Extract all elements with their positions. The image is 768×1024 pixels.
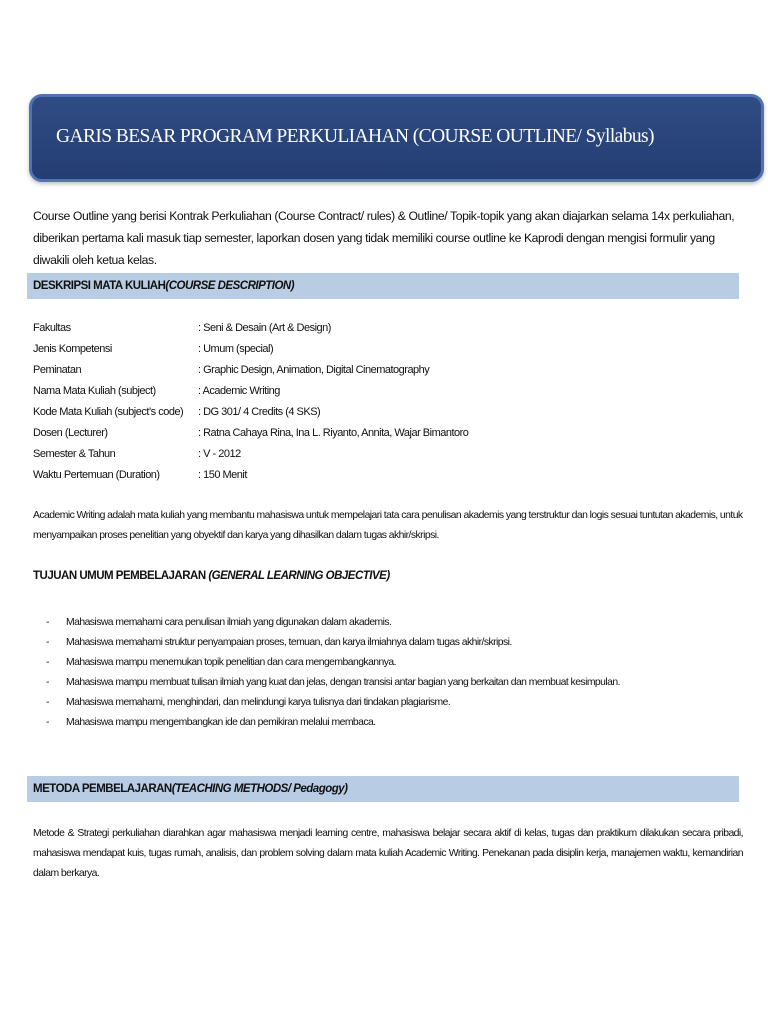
teaching-methods-paragraph: Metode & Strategi perkuliahan diarahkan agar mahasiswa menjadi learning centre, mahasiswa belajar secara aktif di kelas, tugas dan praktikum dilakukan secara pribadi, mahasiswa mendapat kuis, tugas rumah, analisis, dan problem solving dalam mata kuliah Academic Writing. Penekanan pada disiplin kerja, manajemen waktu, kemandirian dalam berkarya. xyxy=(33,828,743,879)
info-row-faculty xyxy=(33,317,468,338)
course-info-table xyxy=(33,317,468,485)
section-heading: TUJUAN UMUM PEMBELAJARAN xyxy=(33,570,209,582)
list-item-text: Mahasiswa memahami, menghindari, dan melindungi karya tulisnya dari tindakan plagiarisme. xyxy=(66,696,451,708)
bullet-marker: - xyxy=(46,636,49,648)
info-value: : 150 Menit xyxy=(198,468,247,481)
teaching-methods-header xyxy=(27,776,739,802)
document-title: GARIS BESAR PROGRAM PERKULIAHAN (COURSE OUTLINE/ Syllabus) xyxy=(56,126,654,147)
list-item xyxy=(46,632,620,652)
title-banner xyxy=(29,94,764,182)
info-row-duration xyxy=(33,464,468,485)
list-item xyxy=(46,612,620,632)
info-row-competency xyxy=(33,338,468,359)
bullet-marker: - xyxy=(46,716,49,728)
list-item-text: Mahasiswa mampu mengembangkan ide dan pemikiran melalui membaca. xyxy=(66,716,376,728)
info-value: : DG 301/ 4 Credits (4 SKS) xyxy=(198,405,321,418)
info-value: : V - 2012 xyxy=(198,447,241,460)
intro-text: Course Outline yang berisi Kontrak Perkuliahan (Course Contract/ rules) & Outline/ Topik-topik yang akan diajarkan selama 14x perkuliahan, diberikan pertama kali masuk tiap semester, laporkan dosen yang tidak memiliki course outline ke Kaprodi dengan mengisi formulir yang diwakili oleh ketua kelas. xyxy=(33,209,735,267)
info-row-subject-code xyxy=(33,401,468,422)
info-label: Semester & Tahun xyxy=(33,447,116,460)
section-heading-italic: (COURSE DESCRIPTION) xyxy=(165,280,295,292)
info-label: Nama Mata Kuliah (subject) xyxy=(33,384,156,397)
course-description-paragraph: Academic Writing adalah mata kuliah yang membantu mahasiswa untuk mempelajari tata cara penulisan akademis yang terstruktur dan logis sesuai tuntutan akademis, untuk menyampaikan proses penelitian yang obyektif dan karya yang dihasilkan dalam tugas akhir/skripsi. xyxy=(33,510,743,541)
list-item xyxy=(46,672,620,692)
info-value: : Seni & Desain (Art & Design) xyxy=(198,321,331,334)
info-row-lecturer xyxy=(33,422,468,443)
info-label: Dosen (Lecturer) xyxy=(33,426,108,439)
info-label: Peminatan xyxy=(33,363,82,376)
info-value: : Umum (special) xyxy=(198,342,274,355)
bullet-marker: - xyxy=(46,696,49,708)
info-value: : Graphic Design, Animation, Digital Cinematography xyxy=(198,363,430,376)
section-heading: METODA PEMBELAJARAN xyxy=(33,783,172,795)
info-value: : Ratna Cahaya Rina, Ina L. Riyanto, Annita, Wajar Bimantoro xyxy=(198,426,469,439)
info-value: : Academic Writing xyxy=(198,384,280,397)
learning-objective-heading xyxy=(33,570,390,582)
info-row-major xyxy=(33,359,468,380)
bullet-marker: - xyxy=(46,656,49,668)
list-item-text: Mahasiswa mampu menemukan topik penelitian dan cara mengembangkannya. xyxy=(66,656,396,668)
bullet-marker: - xyxy=(46,616,49,628)
list-item xyxy=(46,692,620,712)
info-label: Kode Mata Kuliah (subject’s code) xyxy=(33,405,184,418)
learning-objective-list xyxy=(46,612,620,732)
list-item-text: Mahasiswa mampu membuat tulisan ilmiah yang kuat dan jelas, dengan transisi antar bagian yang berkaitan dan membuat kesimpulan. xyxy=(66,676,620,688)
section-heading-italic: (GENERAL LEARNING OBJECTIVE) xyxy=(208,570,390,582)
course-description-header xyxy=(27,273,739,299)
info-label: Fakultas xyxy=(33,321,71,334)
info-label: Jenis Kompetensi xyxy=(33,342,112,355)
info-row-semester xyxy=(33,443,468,464)
bullet-marker: - xyxy=(46,676,49,688)
section-heading-italic: (TEACHING METHODS/ Pedagogy) xyxy=(171,783,348,795)
list-item-text: Mahasiswa memahami cara penulisan ilmiah yang digunakan dalam akademis. xyxy=(66,616,392,628)
list-item-text: Mahasiswa memahami struktur penyampaian proses, temuan, dan karya ilmiahnya dalam tugas akhir/skripsi. xyxy=(66,636,512,648)
info-row-subject xyxy=(33,380,468,401)
list-item xyxy=(46,712,620,732)
section-heading: DESKRIPSI MATA KULIAH xyxy=(33,280,166,292)
info-label: Waktu Pertemuan (Duration) xyxy=(33,468,160,481)
list-item xyxy=(46,652,620,672)
